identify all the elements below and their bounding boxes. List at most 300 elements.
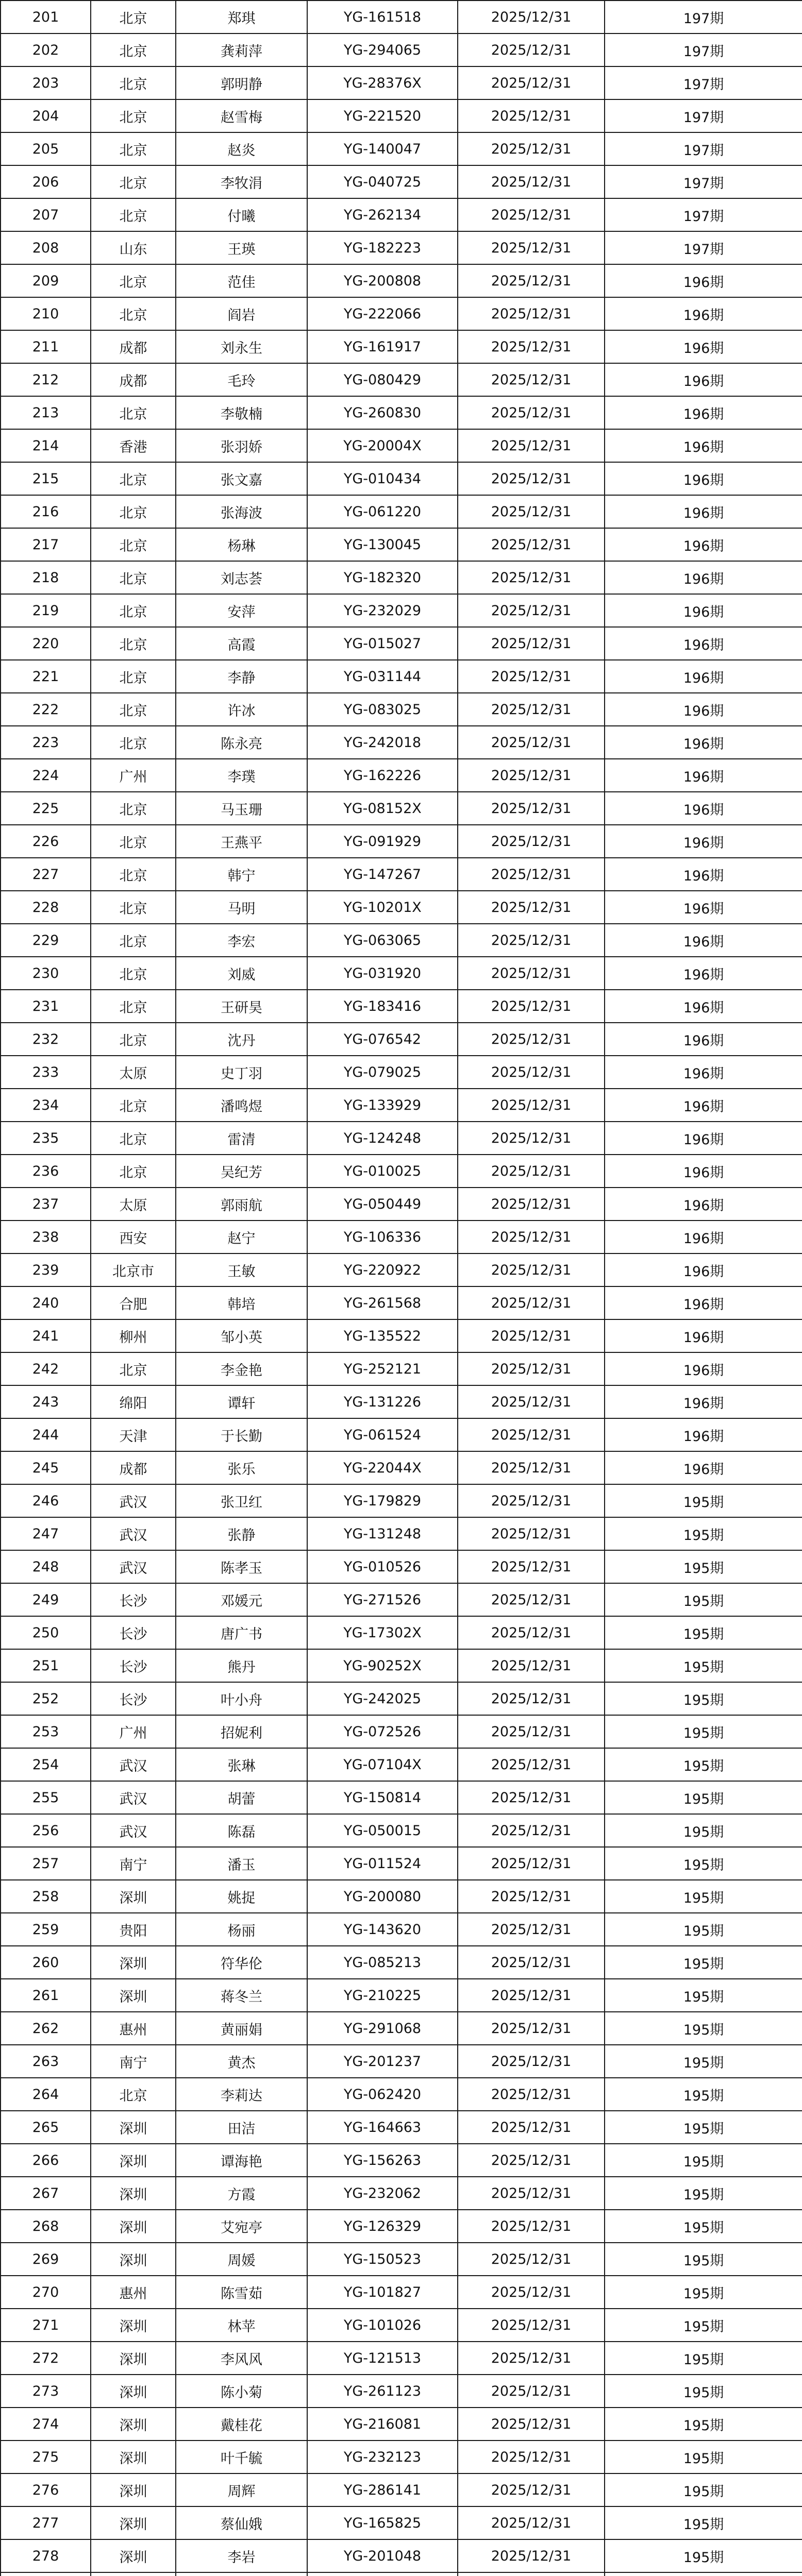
city-cell: 广州 (91, 1715, 176, 1748)
row-number-cell: 210 (1, 297, 91, 330)
row-number-cell: 218 (1, 561, 91, 594)
table-row (1, 1814, 802, 1847)
table-row (1, 1880, 802, 1913)
city-cell: 深圳 (91, 2309, 176, 2342)
city-cell: 武汉 (91, 1484, 176, 1517)
id-code-cell: YG-143620 (307, 1913, 458, 1946)
period-cell: 196期 (605, 495, 802, 528)
id-code-cell: YG-079025 (307, 1056, 458, 1089)
table-row (1, 1253, 802, 1286)
name-cell: 李静 (176, 660, 307, 693)
name-cell: 沈丹 (176, 1023, 307, 1056)
id-code-cell: YG-291068 (307, 2012, 458, 2045)
table-row (1, 1715, 802, 1748)
row-number-cell: 263 (1, 2045, 91, 2078)
date-cell: 2025/12/31 (458, 1715, 605, 1748)
table-row (1, 165, 802, 198)
city-cell: 深圳 (91, 2375, 176, 2408)
name-cell: 邹小英 (176, 1319, 307, 1352)
date-cell: 2025/12/31 (458, 2177, 605, 2210)
date-cell: 2025/12/31 (458, 792, 605, 825)
id-code-cell: YG-091929 (307, 825, 458, 858)
city-cell: 北京 (91, 528, 176, 561)
date-cell: 2025/12/31 (458, 1781, 605, 1814)
row-number-cell: 250 (1, 1616, 91, 1649)
name-cell: 姚捉 (176, 1880, 307, 1913)
row-number-cell: 231 (1, 990, 91, 1023)
id-code-cell: YG-201048 (307, 2539, 458, 2572)
id-code-cell: YG-106336 (307, 1221, 458, 1253)
city-cell: 武汉 (91, 1550, 176, 1583)
period-cell: 196期 (605, 429, 802, 462)
date-cell: 2025/12/31 (458, 759, 605, 792)
table-row (1, 2111, 802, 2144)
city-cell: 北京市 (91, 1253, 176, 1286)
city-cell: 北京 (91, 264, 176, 297)
date-cell: 2025/12/31 (458, 1682, 605, 1715)
city-cell: 武汉 (91, 1748, 176, 1781)
row-number-cell: 206 (1, 165, 91, 198)
city-cell: 北京 (91, 627, 176, 660)
row-number-cell: 274 (1, 2408, 91, 2441)
date-cell: 2025/12/31 (458, 1814, 605, 1847)
period-cell: 195期 (605, 2342, 802, 2375)
period-cell: 196期 (605, 693, 802, 726)
period-cell: 196期 (605, 1221, 802, 1253)
city-cell: 北京 (91, 858, 176, 891)
table-row (1, 1056, 802, 1089)
id-code-cell: YG-183416 (307, 990, 458, 1023)
period-cell: 195期 (605, 2408, 802, 2441)
date-cell: 2025/12/31 (458, 1913, 605, 1946)
row-number-cell: 264 (1, 2078, 91, 2111)
table-row (1, 891, 802, 924)
table-row (1, 2408, 802, 2441)
city-cell: 柳州 (91, 1319, 176, 1352)
city-cell: 北京 (91, 924, 176, 957)
name-cell: 赵炎 (176, 132, 307, 165)
name-cell: 李岩 (176, 2539, 307, 2572)
name-cell: 王燕平 (176, 825, 307, 858)
period-cell: 196期 (605, 957, 802, 990)
table-row (1, 1319, 802, 1352)
row-number-cell: 208 (1, 231, 91, 264)
row-number-cell: 258 (1, 1880, 91, 1913)
row-number-cell: 217 (1, 528, 91, 561)
period-cell: 196期 (605, 1451, 802, 1484)
row-number-cell: 262 (1, 2012, 91, 2045)
table-row (1, 1946, 802, 1979)
date-cell: 2025/12/31 (458, 1023, 605, 1056)
table-row (1, 528, 802, 561)
id-code-cell: YG-010434 (307, 462, 458, 495)
date-cell (458, 2572, 605, 2576)
table-body (1, 1, 802, 2576)
row-number-cell: 251 (1, 1649, 91, 1682)
id-code-cell: YG-031920 (307, 957, 458, 990)
date-cell: 2025/12/31 (458, 2309, 605, 2342)
id-code-cell: YG-201237 (307, 2045, 458, 2078)
date-cell: 2025/12/31 (458, 1, 605, 33)
table-row (1, 594, 802, 627)
row-number-cell: 215 (1, 462, 91, 495)
table-row (1, 693, 802, 726)
id-code-cell: YG-232029 (307, 594, 458, 627)
name-cell: 马玉珊 (176, 792, 307, 825)
name-cell: 范佳 (176, 264, 307, 297)
name-cell: 黄杰 (176, 2045, 307, 2078)
table-row (1, 1188, 802, 1221)
table-row (1, 264, 802, 297)
id-code-cell: YG-294065 (307, 33, 458, 66)
name-cell: 李敬楠 (176, 396, 307, 429)
city-cell: 天津 (91, 1418, 176, 1451)
period-cell: 197期 (605, 165, 802, 198)
row-number-cell: 224 (1, 759, 91, 792)
city-cell: 北京 (91, 561, 176, 594)
id-code-cell: YG-011524 (307, 1847, 458, 1880)
table-row (1, 924, 802, 957)
table-row (1, 198, 802, 231)
date-cell: 2025/12/31 (458, 825, 605, 858)
row-number-cell: 259 (1, 1913, 91, 1946)
id-code-cell: YG-165825 (307, 2506, 458, 2539)
id-code-cell: YG-182320 (307, 561, 458, 594)
table-row (1, 957, 802, 990)
id-code-cell: YG-063065 (307, 924, 458, 957)
table-row (1, 495, 802, 528)
period-cell: 195期 (605, 2177, 802, 2210)
city-cell: 南宁 (91, 1847, 176, 1880)
id-code-cell: YG-072526 (307, 1715, 458, 1748)
table-row (1, 429, 802, 462)
row-number-cell: 227 (1, 858, 91, 891)
id-code-cell: YG-124248 (307, 1122, 458, 1155)
name-cell: 艾宛亭 (176, 2210, 307, 2243)
table-row (1, 1385, 802, 1418)
table-row (1, 1089, 802, 1122)
row-number-cell: 228 (1, 891, 91, 924)
id-code-cell: YG-050015 (307, 1814, 458, 1847)
row-number-cell: 219 (1, 594, 91, 627)
date-cell: 2025/12/31 (458, 1616, 605, 1649)
id-code-cell: YG-150814 (307, 1781, 458, 1814)
period-cell: 196期 (605, 1418, 802, 1451)
period-cell: 195期 (605, 2375, 802, 2408)
city-cell: 北京 (91, 165, 176, 198)
date-cell: 2025/12/31 (458, 1451, 605, 1484)
city-cell: 深圳 (91, 1880, 176, 1913)
id-code-cell: YG-221520 (307, 99, 458, 132)
date-cell: 2025/12/31 (458, 1649, 605, 1682)
id-code-cell: YG-131226 (307, 1385, 458, 1418)
row-number-cell: 255 (1, 1781, 91, 1814)
id-code-cell: YG-220922 (307, 1253, 458, 1286)
table-row (1, 1451, 802, 1484)
id-code-cell: YG-133929 (307, 1089, 458, 1122)
date-cell: 2025/12/31 (458, 2539, 605, 2572)
date-cell: 2025/12/31 (458, 627, 605, 660)
date-cell: 2025/12/31 (458, 132, 605, 165)
table-row (1, 1649, 802, 1682)
date-cell: 2025/12/31 (458, 2045, 605, 2078)
id-code-cell: YG-010025 (307, 1155, 458, 1188)
period-cell: 197期 (605, 198, 802, 231)
date-cell: 2025/12/31 (458, 528, 605, 561)
city-cell: 长沙 (91, 1583, 176, 1616)
row-number-cell: 238 (1, 1221, 91, 1253)
period-cell: 196期 (605, 1253, 802, 1286)
name-cell: 熊丹 (176, 1649, 307, 1682)
table-row (1, 1, 802, 33)
city-cell: 深圳 (91, 2111, 176, 2144)
name-cell: 方霞 (176, 2177, 307, 2210)
period-cell: 195期 (605, 1913, 802, 1946)
table-row (1, 1352, 802, 1385)
table-row (1, 2243, 802, 2276)
id-code-cell: YG-050449 (307, 1188, 458, 1221)
table-row (1, 363, 802, 396)
id-code-cell: YG-150523 (307, 2243, 458, 2276)
id-code-cell: YG-126329 (307, 2210, 458, 2243)
period-cell: 196期 (605, 1188, 802, 1221)
period-cell: 195期 (605, 1946, 802, 1979)
row-number-cell: 222 (1, 693, 91, 726)
date-cell: 2025/12/31 (458, 1122, 605, 1155)
period-cell: 195期 (605, 2243, 802, 2276)
city-cell: 长沙 (91, 1649, 176, 1682)
row-number-cell: 209 (1, 264, 91, 297)
table-row (1, 231, 802, 264)
period-cell: 196期 (605, 264, 802, 297)
id-code-cell: YG-271526 (307, 1583, 458, 1616)
table-row (1, 825, 802, 858)
id-code-cell: YG-062420 (307, 2078, 458, 2111)
name-cell: 郭雨航 (176, 1188, 307, 1221)
city-cell: 北京 (91, 1122, 176, 1155)
name-cell: 符华伦 (176, 1946, 307, 1979)
table-row (1, 2177, 802, 2210)
table-row (1, 990, 802, 1023)
id-code-cell: YG-252121 (307, 1352, 458, 1385)
name-cell: 刘威 (176, 957, 307, 990)
name-cell: 马明 (176, 891, 307, 924)
id-code-cell: YG-101827 (307, 2276, 458, 2309)
id-code-cell: YG-200080 (307, 1880, 458, 1913)
name-cell: 杨琳 (176, 528, 307, 561)
table-row (1, 66, 802, 99)
period-cell: 196期 (605, 1155, 802, 1188)
city-cell: 北京 (91, 825, 176, 858)
city-cell: 深圳 (91, 2243, 176, 2276)
id-code-cell: YG-20004X (307, 429, 458, 462)
date-cell: 2025/12/31 (458, 1319, 605, 1352)
id-code-cell: YG-083025 (307, 693, 458, 726)
name-cell: 陈孝玉 (176, 1550, 307, 1583)
city-cell: 北京 (91, 99, 176, 132)
date-cell: 2025/12/31 (458, 1748, 605, 1781)
date-cell: 2025/12/31 (458, 231, 605, 264)
name-cell: 邓媛元 (176, 1583, 307, 1616)
period-cell: 197期 (605, 66, 802, 99)
city-cell: 北京 (91, 132, 176, 165)
table-row (1, 1583, 802, 1616)
period-cell: 195期 (605, 2473, 802, 2506)
table-row (1, 858, 802, 891)
city-cell: 山东 (91, 231, 176, 264)
date-cell: 2025/12/31 (458, 2408, 605, 2441)
row-number-cell: 247 (1, 1517, 91, 1550)
row-number-cell: 202 (1, 33, 91, 66)
name-cell: 蔡仙娥 (176, 2506, 307, 2539)
period-cell: 195期 (605, 1616, 802, 1649)
date-cell: 2025/12/31 (458, 2210, 605, 2243)
city-cell: 深圳 (91, 2506, 176, 2539)
period-cell: 196期 (605, 330, 802, 363)
id-code-cell: YG-161917 (307, 330, 458, 363)
name-cell: 龚莉萍 (176, 33, 307, 66)
name-cell: 于长勤 (176, 1418, 307, 1451)
date-cell: 2025/12/31 (458, 561, 605, 594)
name-cell: 李风风 (176, 2342, 307, 2375)
period-cell: 196期 (605, 528, 802, 561)
city-cell: 北京 (91, 726, 176, 759)
row-number-cell: 214 (1, 429, 91, 462)
name-cell: 付曦 (176, 198, 307, 231)
id-code-cell: YG-216081 (307, 2408, 458, 2441)
period-cell: 195期 (605, 1979, 802, 2012)
row-number-cell: 268 (1, 2210, 91, 2243)
table-row (1, 33, 802, 66)
row-number-cell: 237 (1, 1188, 91, 1221)
table-row (1, 1122, 802, 1155)
name-cell: 张文嘉 (176, 462, 307, 495)
id-code-cell: YG-260830 (307, 396, 458, 429)
id-code-cell: YG-147267 (307, 858, 458, 891)
table-row (1, 792, 802, 825)
city-cell: 武汉 (91, 1517, 176, 1550)
table-row (1, 396, 802, 429)
period-cell: 196期 (605, 1122, 802, 1155)
city-cell: 惠州 (91, 2276, 176, 2309)
city-cell: 深圳 (91, 2177, 176, 2210)
name-cell: 陈磊 (176, 1814, 307, 1847)
row-number-cell: 204 (1, 99, 91, 132)
name-cell: 谭轩 (176, 1385, 307, 1418)
city-cell: 北京 (91, 1155, 176, 1188)
row-number-cell: 243 (1, 1385, 91, 1418)
period-cell: 195期 (605, 1880, 802, 1913)
id-code-cell: YG-130045 (307, 528, 458, 561)
name-cell: 张羽娇 (176, 429, 307, 462)
id-code-cell: YG-222066 (307, 297, 458, 330)
row-number-cell: 242 (1, 1352, 91, 1385)
id-code-cell: YG-164663 (307, 2111, 458, 2144)
name-cell: 李莉达 (176, 2078, 307, 2111)
row-number-cell: 278 (1, 2539, 91, 2572)
date-cell: 2025/12/31 (458, 462, 605, 495)
period-cell: 196期 (605, 1352, 802, 1385)
date-cell: 2025/12/31 (458, 495, 605, 528)
date-cell: 2025/12/31 (458, 1188, 605, 1221)
name-cell: 叶小舟 (176, 1682, 307, 1715)
name-cell: 郭明静 (176, 66, 307, 99)
row-number-cell: 252 (1, 1682, 91, 1715)
period-cell: 196期 (605, 297, 802, 330)
period-cell: 195期 (605, 1781, 802, 1814)
date-cell: 2025/12/31 (458, 1979, 605, 2012)
row-number-cell: 246 (1, 1484, 91, 1517)
period-cell: 195期 (605, 2144, 802, 2177)
city-cell: 北京 (91, 792, 176, 825)
date-cell: 2025/12/31 (458, 2012, 605, 2045)
date-cell: 2025/12/31 (458, 2078, 605, 2111)
table-row (1, 2144, 802, 2177)
name-cell: 胡蕾 (176, 1781, 307, 1814)
name-cell: 林苹 (176, 2309, 307, 2342)
period-cell: 195期 (605, 2276, 802, 2309)
name-cell: 安萍 (176, 594, 307, 627)
date-cell: 2025/12/31 (458, 1946, 605, 1979)
id-code-cell: YG-232062 (307, 2177, 458, 2210)
row-number-cell: 241 (1, 1319, 91, 1352)
period-cell: 195期 (605, 1814, 802, 1847)
id-code-cell: YG-162226 (307, 759, 458, 792)
date-cell: 2025/12/31 (458, 2441, 605, 2473)
city-cell: 武汉 (91, 1814, 176, 1847)
id-code-cell: YG-010526 (307, 1550, 458, 1583)
name-cell: 谭海艳 (176, 2144, 307, 2177)
period-cell: 195期 (605, 1484, 802, 1517)
table-row (1, 2375, 802, 2408)
city-cell: 太原 (91, 1056, 176, 1089)
city-cell: 深圳 (91, 2408, 176, 2441)
row-number-cell: 244 (1, 1418, 91, 1451)
city-cell: 成都 (91, 1451, 176, 1484)
city-cell: 北京 (91, 495, 176, 528)
date-cell: 2025/12/31 (458, 990, 605, 1023)
period-cell: 195期 (605, 2111, 802, 2144)
period-cell: 196期 (605, 1319, 802, 1352)
row-number-cell: 234 (1, 1089, 91, 1122)
date-cell: 2025/12/31 (458, 99, 605, 132)
id-code-cell: YG-140047 (307, 132, 458, 165)
date-cell: 2025/12/31 (458, 2473, 605, 2506)
id-code-cell: YG-040725 (307, 165, 458, 198)
date-cell: 2025/12/31 (458, 1880, 605, 1913)
city-cell: 北京 (91, 693, 176, 726)
period-cell: 196期 (605, 990, 802, 1023)
row-number-cell: 266 (1, 2144, 91, 2177)
row-number-cell: 225 (1, 792, 91, 825)
table-row (1, 1023, 802, 1056)
city-cell: 香港 (91, 429, 176, 462)
table-row (1, 2539, 802, 2572)
name-cell: 潘鸣煜 (176, 1089, 307, 1122)
city-cell: 合肥 (91, 1286, 176, 1319)
name-cell: 赵雪梅 (176, 99, 307, 132)
date-cell: 2025/12/31 (458, 2144, 605, 2177)
city-cell: 长沙 (91, 1616, 176, 1649)
name-cell: 张琳 (176, 1748, 307, 1781)
table-row (1, 561, 802, 594)
table-row (1, 2045, 802, 2078)
name-cell: 潘玉 (176, 1847, 307, 1880)
row-number-cell: 249 (1, 1583, 91, 1616)
city-cell: 深圳 (91, 2144, 176, 2177)
date-cell: 2025/12/31 (458, 1847, 605, 1880)
date-cell: 2025/12/31 (458, 1155, 605, 1188)
